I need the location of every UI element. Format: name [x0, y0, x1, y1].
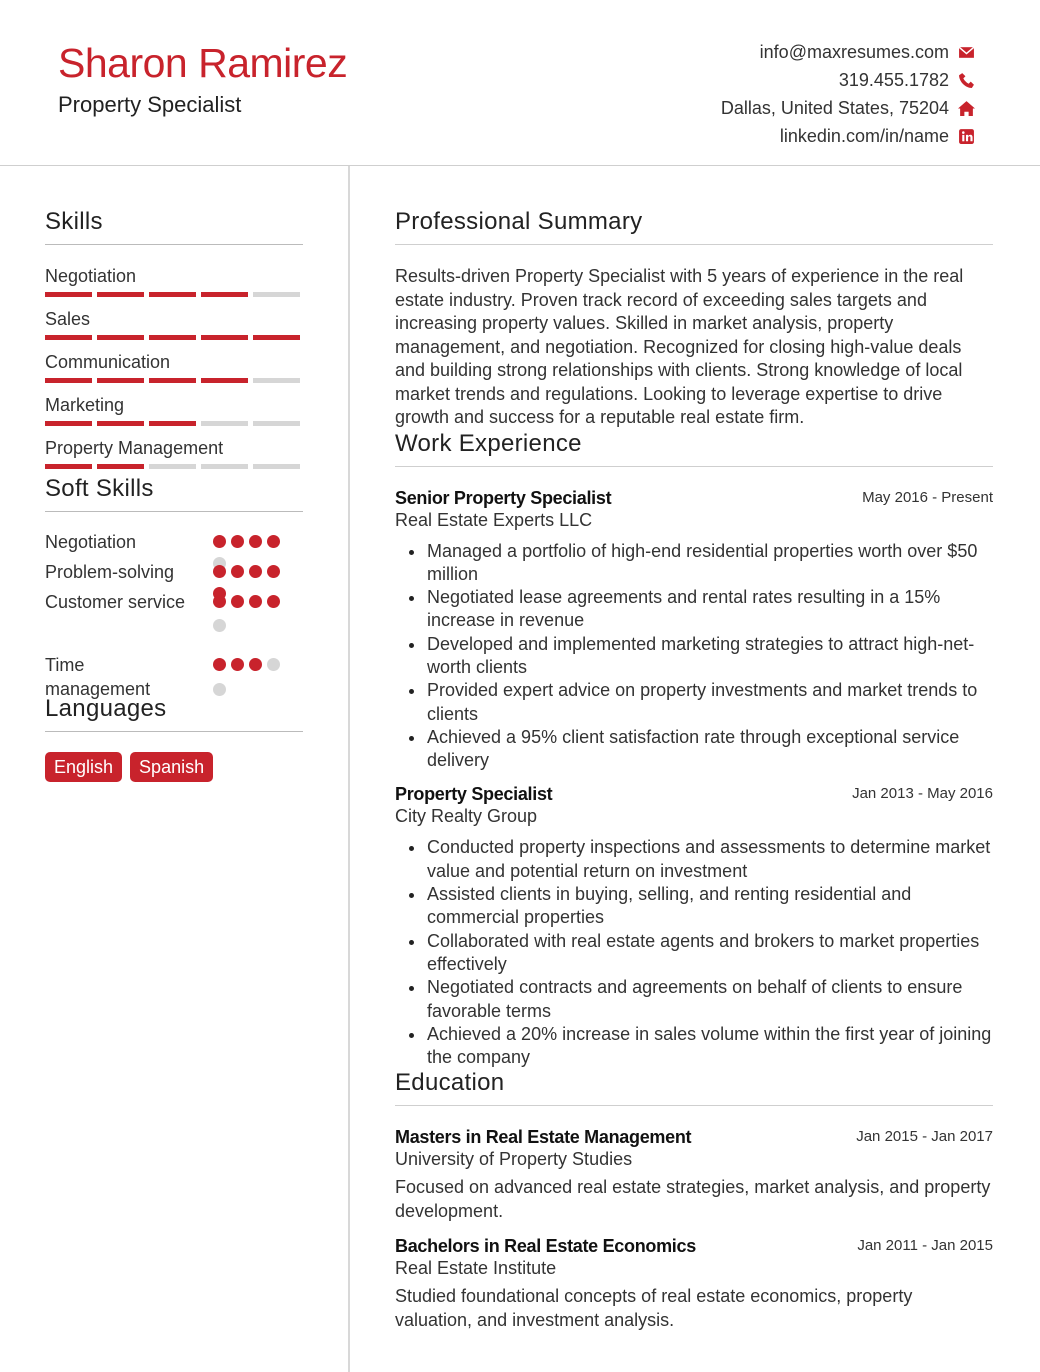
envelope-icon	[957, 43, 975, 61]
contact-phone[interactable]	[721, 66, 975, 94]
rating-dot-filled	[213, 658, 226, 671]
rating-dot-filled	[249, 658, 262, 671]
skill-item	[45, 298, 303, 341]
rating-dot-empty	[213, 619, 226, 632]
rating-dot-filled	[267, 595, 280, 608]
education-list	[395, 1127, 993, 1332]
rating-dot-filled	[231, 595, 244, 608]
sidebar	[45, 208, 303, 782]
job-entry	[395, 488, 993, 773]
experience-heading: Work Experience	[395, 430, 993, 467]
contact-location-text: Dallas, United States, 75204	[720, 97, 949, 118]
skill-item	[45, 341, 303, 384]
skills-heading: Skills	[45, 208, 303, 245]
education-heading: Education	[395, 1069, 993, 1106]
languages-list	[45, 752, 303, 782]
job-bullet: Achieved a 20% increase in sales volume within the first year of joining the company	[395, 1023, 993, 1070]
job-bullet: Developed and implemented marketing strategies to attract high-net-worth clients	[395, 633, 993, 680]
education-header	[395, 1236, 993, 1257]
skill-segment-empty	[253, 378, 300, 383]
job-entry	[395, 784, 993, 1069]
soft-skill-label: Negotiation	[45, 532, 137, 552]
resume-header	[0, 0, 1040, 166]
contact-email-text[interactable]: info@maxresumes.com	[759, 41, 949, 62]
rating-dot-empty	[213, 683, 226, 696]
rating-dot-filled	[249, 565, 262, 578]
skill-segment-filled	[45, 335, 92, 340]
soft-skill-label: Time management	[45, 655, 151, 699]
skill-level-bar	[45, 464, 303, 469]
skill-level-bar	[45, 421, 303, 426]
education-degree: Masters in Real Estate Management	[395, 1127, 692, 1148]
skill-segment-empty	[201, 464, 248, 469]
main-content	[395, 208, 993, 1345]
rating-dot-filled	[249, 595, 262, 608]
job-bullet: Assisted clients in buying, selling, and renting residential and commercial properties	[395, 883, 993, 930]
skill-level-bar	[45, 292, 303, 297]
skill-segment-empty	[149, 464, 196, 469]
job-company: Real Estate Experts LLC	[395, 509, 593, 530]
education-school: University of Property Studies	[395, 1149, 633, 1170]
skill-segment-empty	[253, 292, 300, 297]
skill-segment-filled	[45, 378, 92, 383]
candidate-title: Property Specialist	[58, 92, 242, 117]
skill-segment-filled	[201, 292, 248, 297]
home-icon	[957, 99, 975, 117]
job-bullet: Provided expert advice on property investments and market trends to clients	[395, 679, 993, 726]
skills-list	[45, 255, 303, 470]
skill-segment-empty	[253, 464, 300, 469]
skill-segment-filled	[97, 292, 144, 297]
skill-label: Marketing	[45, 395, 125, 415]
contact-location	[721, 94, 975, 122]
soft-skill-item	[45, 643, 303, 699]
column-divider	[348, 166, 350, 1372]
skill-level-bar	[45, 335, 303, 340]
skill-item	[45, 384, 303, 427]
skill-label: Property Management	[45, 438, 224, 458]
job-bullet: Negotiated lease agreements and rental rates resulting in a 15% increase in revenue	[395, 586, 993, 633]
rating-dot-filled	[231, 535, 244, 548]
education-dates: Jan 2015 - Jan 2017	[856, 1128, 993, 1146]
education-description: Focused on advanced real estate strategies, market analysis, and property development.	[395, 1177, 991, 1221]
contact-email[interactable]	[721, 38, 975, 66]
rating-dot-filled	[213, 535, 226, 548]
job-role: Senior Property Specialist	[395, 487, 612, 508]
skill-segment-filled	[45, 421, 92, 426]
education-description: Studied foundational concepts of real estate economics, property valuation, and investment analysis.	[395, 1286, 913, 1330]
rating-dot-filled	[249, 535, 262, 548]
education-school: Real Estate Institute	[395, 1258, 557, 1279]
experience-list	[395, 488, 993, 1070]
soft-skills-list	[45, 530, 303, 699]
soft-skill-label: Customer service	[45, 592, 186, 612]
job-header	[395, 488, 993, 509]
job-bullets	[395, 540, 993, 773]
job-bullets	[395, 836, 993, 1069]
skill-segment-filled	[149, 378, 196, 383]
language-badge: Spanish	[130, 752, 213, 782]
language-badge: English	[45, 752, 122, 782]
education-dates: Jan 2011 - Jan 2015	[857, 1237, 993, 1255]
education-degree: Bachelors in Real Estate Economics	[395, 1236, 696, 1257]
contact-block	[721, 38, 975, 150]
skill-segment-empty	[201, 421, 248, 426]
skill-segment-filled	[97, 421, 144, 426]
rating-dot-filled	[213, 565, 226, 578]
contact-linkedin[interactable]	[721, 122, 975, 150]
job-bullet: Achieved a 95% client satisfaction rate through exceptional service delivery	[395, 726, 993, 773]
skill-segment-filled	[45, 464, 92, 469]
job-bullet: Negotiated contracts and agreements on behalf of clients to ensure favorable terms	[395, 976, 993, 1023]
job-role: Property Specialist	[395, 784, 553, 805]
job-bullet: Conducted property inspections and assessments to determine market value and potential return on investment	[395, 836, 993, 883]
soft-skills-heading: Soft Skills	[45, 475, 303, 512]
skill-item	[45, 427, 303, 470]
education-entry	[395, 1236, 993, 1332]
education-entry	[395, 1127, 993, 1223]
skill-segment-filled	[149, 421, 196, 426]
job-bullet: Managed a portfolio of high-end residential properties worth over $50 million	[395, 540, 993, 587]
contact-linkedin-text[interactable]: linkedin.com/in/name	[779, 125, 949, 146]
skill-segment-filled	[45, 292, 92, 297]
soft-skill-item	[45, 530, 303, 560]
job-dates: Jan 2013 - May 2016	[852, 785, 993, 803]
soft-skill-item	[45, 590, 303, 643]
summary-heading: Professional Summary	[395, 208, 993, 245]
skill-segment-filled	[97, 335, 144, 340]
rating-dot-empty	[267, 658, 280, 671]
rating-dot-filled	[231, 658, 244, 671]
rating-dot-filled	[267, 535, 280, 548]
job-company: City Realty Group	[395, 806, 538, 827]
skill-segment-filled	[149, 335, 196, 340]
languages-heading: Languages	[45, 695, 303, 732]
summary-text: Results-driven Property Specialist with 5 years of experience in the real estate industry. Proven track record of exceeding sales targets and increasing property values. Skilled in market analysis, property management, and negotiation. Recognized for closing high-value deals and building strong relationships with clients. Strong knowledge of local market trends and regulations. Looking to leverage expertise to drive growth and success for a reputable real estate firm.	[395, 266, 964, 427]
skill-label: Sales	[45, 309, 91, 329]
skill-level-bar	[45, 378, 303, 383]
job-dates: May 2016 - Present	[862, 488, 993, 506]
skill-segment-empty	[253, 421, 300, 426]
linkedin-icon	[957, 127, 975, 145]
skill-item	[45, 255, 303, 298]
phone-icon	[957, 71, 975, 89]
job-bullet: Collaborated with real estate agents and brokers to market properties effectively	[395, 930, 993, 977]
skill-segment-filled	[97, 378, 144, 383]
skill-segment-filled	[97, 464, 144, 469]
soft-skill-item	[45, 560, 303, 590]
rating-dot-filled	[231, 565, 244, 578]
skill-segment-filled	[253, 335, 300, 340]
soft-skill-label: Problem-solving	[45, 562, 175, 582]
skill-label: Negotiation	[45, 266, 137, 286]
rating-dot-filled	[213, 595, 226, 608]
skill-segment-filled	[149, 292, 196, 297]
rating-dot-filled	[267, 565, 280, 578]
candidate-name: Sharon Ramirez	[58, 40, 348, 86]
job-header	[395, 784, 993, 805]
skill-label: Communication	[45, 352, 171, 372]
skill-segment-filled	[201, 378, 248, 383]
contact-phone-text[interactable]: 319.455.1782	[838, 69, 949, 90]
skill-segment-filled	[201, 335, 248, 340]
education-header	[395, 1127, 993, 1148]
